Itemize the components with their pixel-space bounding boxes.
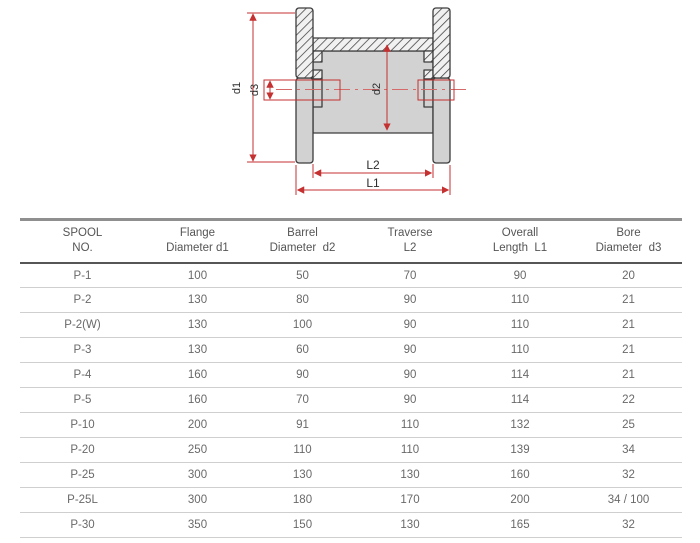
column-header-5: Overall Length L1 [492, 227, 548, 254]
cell: 20 [622, 269, 635, 282]
table-row [20, 363, 682, 388]
cell: 110 [400, 419, 420, 432]
spool-spec-table [20, 218, 682, 538]
table-row [20, 338, 682, 363]
right-flange-lower [433, 78, 450, 163]
right-barrel-step [424, 51, 433, 62]
spool-cross-section-diagram [0, 0, 700, 214]
cell: 110 [510, 344, 530, 357]
cell: 60 [296, 344, 309, 357]
cell: 90 [403, 344, 417, 357]
cell: P-4 [73, 369, 92, 382]
cell: 110 [510, 319, 530, 332]
column-header-2: Flange Diameter d1 [166, 227, 229, 254]
cell: P-25 [70, 469, 95, 482]
cell: 110 [293, 444, 312, 457]
table-row [20, 513, 682, 538]
cell: 350 [187, 519, 208, 532]
spool-diagram-svg [0, 0, 700, 214]
left-flange-upper-hatched [296, 8, 313, 78]
cell: 114 [510, 369, 530, 382]
right-hub-body [424, 79, 433, 107]
cell: 130 [187, 319, 208, 332]
table-row [20, 463, 682, 488]
cell: P-20 [70, 444, 95, 457]
cell: 34 [622, 444, 635, 457]
cell: 90 [513, 269, 527, 282]
l1-label: L1 [366, 176, 380, 190]
cell: 90 [403, 394, 417, 407]
cell: 130 [292, 469, 313, 482]
cell: 114 [510, 394, 530, 407]
cell: 165 [510, 519, 530, 532]
table-row [20, 288, 682, 313]
cell: 132 [510, 419, 530, 432]
cell: 25 [622, 419, 635, 432]
cell: 250 [187, 444, 208, 457]
column-header-1: SPOOL NO. [62, 227, 103, 254]
cell: 300 [187, 469, 208, 482]
barrel-top-wall-hatched [313, 38, 433, 51]
cell: 110 [400, 444, 420, 457]
table-row [20, 263, 682, 288]
cell: 139 [510, 444, 530, 457]
cell: 100 [187, 269, 208, 282]
cell: 150 [292, 519, 313, 532]
d3-label: d3 [249, 83, 261, 97]
table-row [20, 488, 682, 513]
right-flange-upper-hatched [433, 8, 450, 78]
cell: 110 [510, 294, 530, 307]
left-hub-body [313, 79, 322, 107]
cell: 32 [622, 469, 635, 482]
cell: 160 [187, 369, 208, 382]
cell: 21 [622, 319, 635, 332]
table-body [20, 263, 682, 538]
cell: P-2(W) [64, 319, 101, 332]
cell: P-5 [73, 394, 92, 407]
cell: 160 [187, 394, 208, 407]
cell: 160 [510, 469, 530, 482]
cell: 90 [296, 369, 309, 382]
cell: 130 [400, 469, 420, 482]
cell: 50 [296, 269, 309, 282]
cell: 130 [187, 294, 208, 307]
column-header-4: Traverse L2 [387, 227, 433, 254]
d2-label: d2 [371, 82, 383, 96]
cell: P-1 [73, 269, 92, 282]
cell: 80 [296, 294, 309, 307]
right-hub-hatched [424, 70, 433, 79]
cell: 200 [510, 494, 530, 507]
table-header-row [20, 220, 682, 263]
cell: 90 [403, 369, 417, 382]
cell: 70 [296, 394, 309, 407]
cell: 90 [403, 294, 417, 307]
d1-label: d1 [231, 81, 243, 95]
cell: 21 [622, 369, 635, 382]
table-row [20, 313, 682, 338]
cell: 130 [400, 519, 420, 532]
column-header-3: Barrel Diameter d2 [269, 227, 336, 254]
cell: P-2 [73, 294, 92, 307]
cell: 70 [403, 269, 417, 282]
left-flange-lower [296, 78, 313, 163]
cell: P-25L [67, 494, 98, 507]
cell: P-3 [73, 344, 92, 357]
cell: 21 [622, 294, 635, 307]
left-barrel-step [313, 51, 322, 62]
table-row [20, 413, 682, 438]
cell: 130 [187, 344, 208, 357]
cell: 200 [187, 419, 208, 432]
table-row [20, 388, 682, 413]
cell: 32 [622, 519, 635, 532]
cell: P-10 [70, 419, 95, 432]
cell: 100 [292, 319, 313, 332]
table-row [20, 438, 682, 463]
cell: P-30 [70, 519, 95, 532]
cell: 34 / 100 [607, 494, 650, 507]
column-header-6: Bore Diameter d3 [595, 227, 662, 254]
l2-label: L2 [366, 158, 380, 172]
cell: 21 [622, 344, 635, 357]
cell: 90 [403, 319, 417, 332]
cell: 91 [296, 419, 309, 432]
cell: 300 [187, 494, 208, 507]
cell: 22 [622, 394, 635, 407]
left-hub-hatched [313, 70, 322, 79]
cell: 180 [292, 494, 313, 507]
cell: 170 [400, 494, 420, 507]
